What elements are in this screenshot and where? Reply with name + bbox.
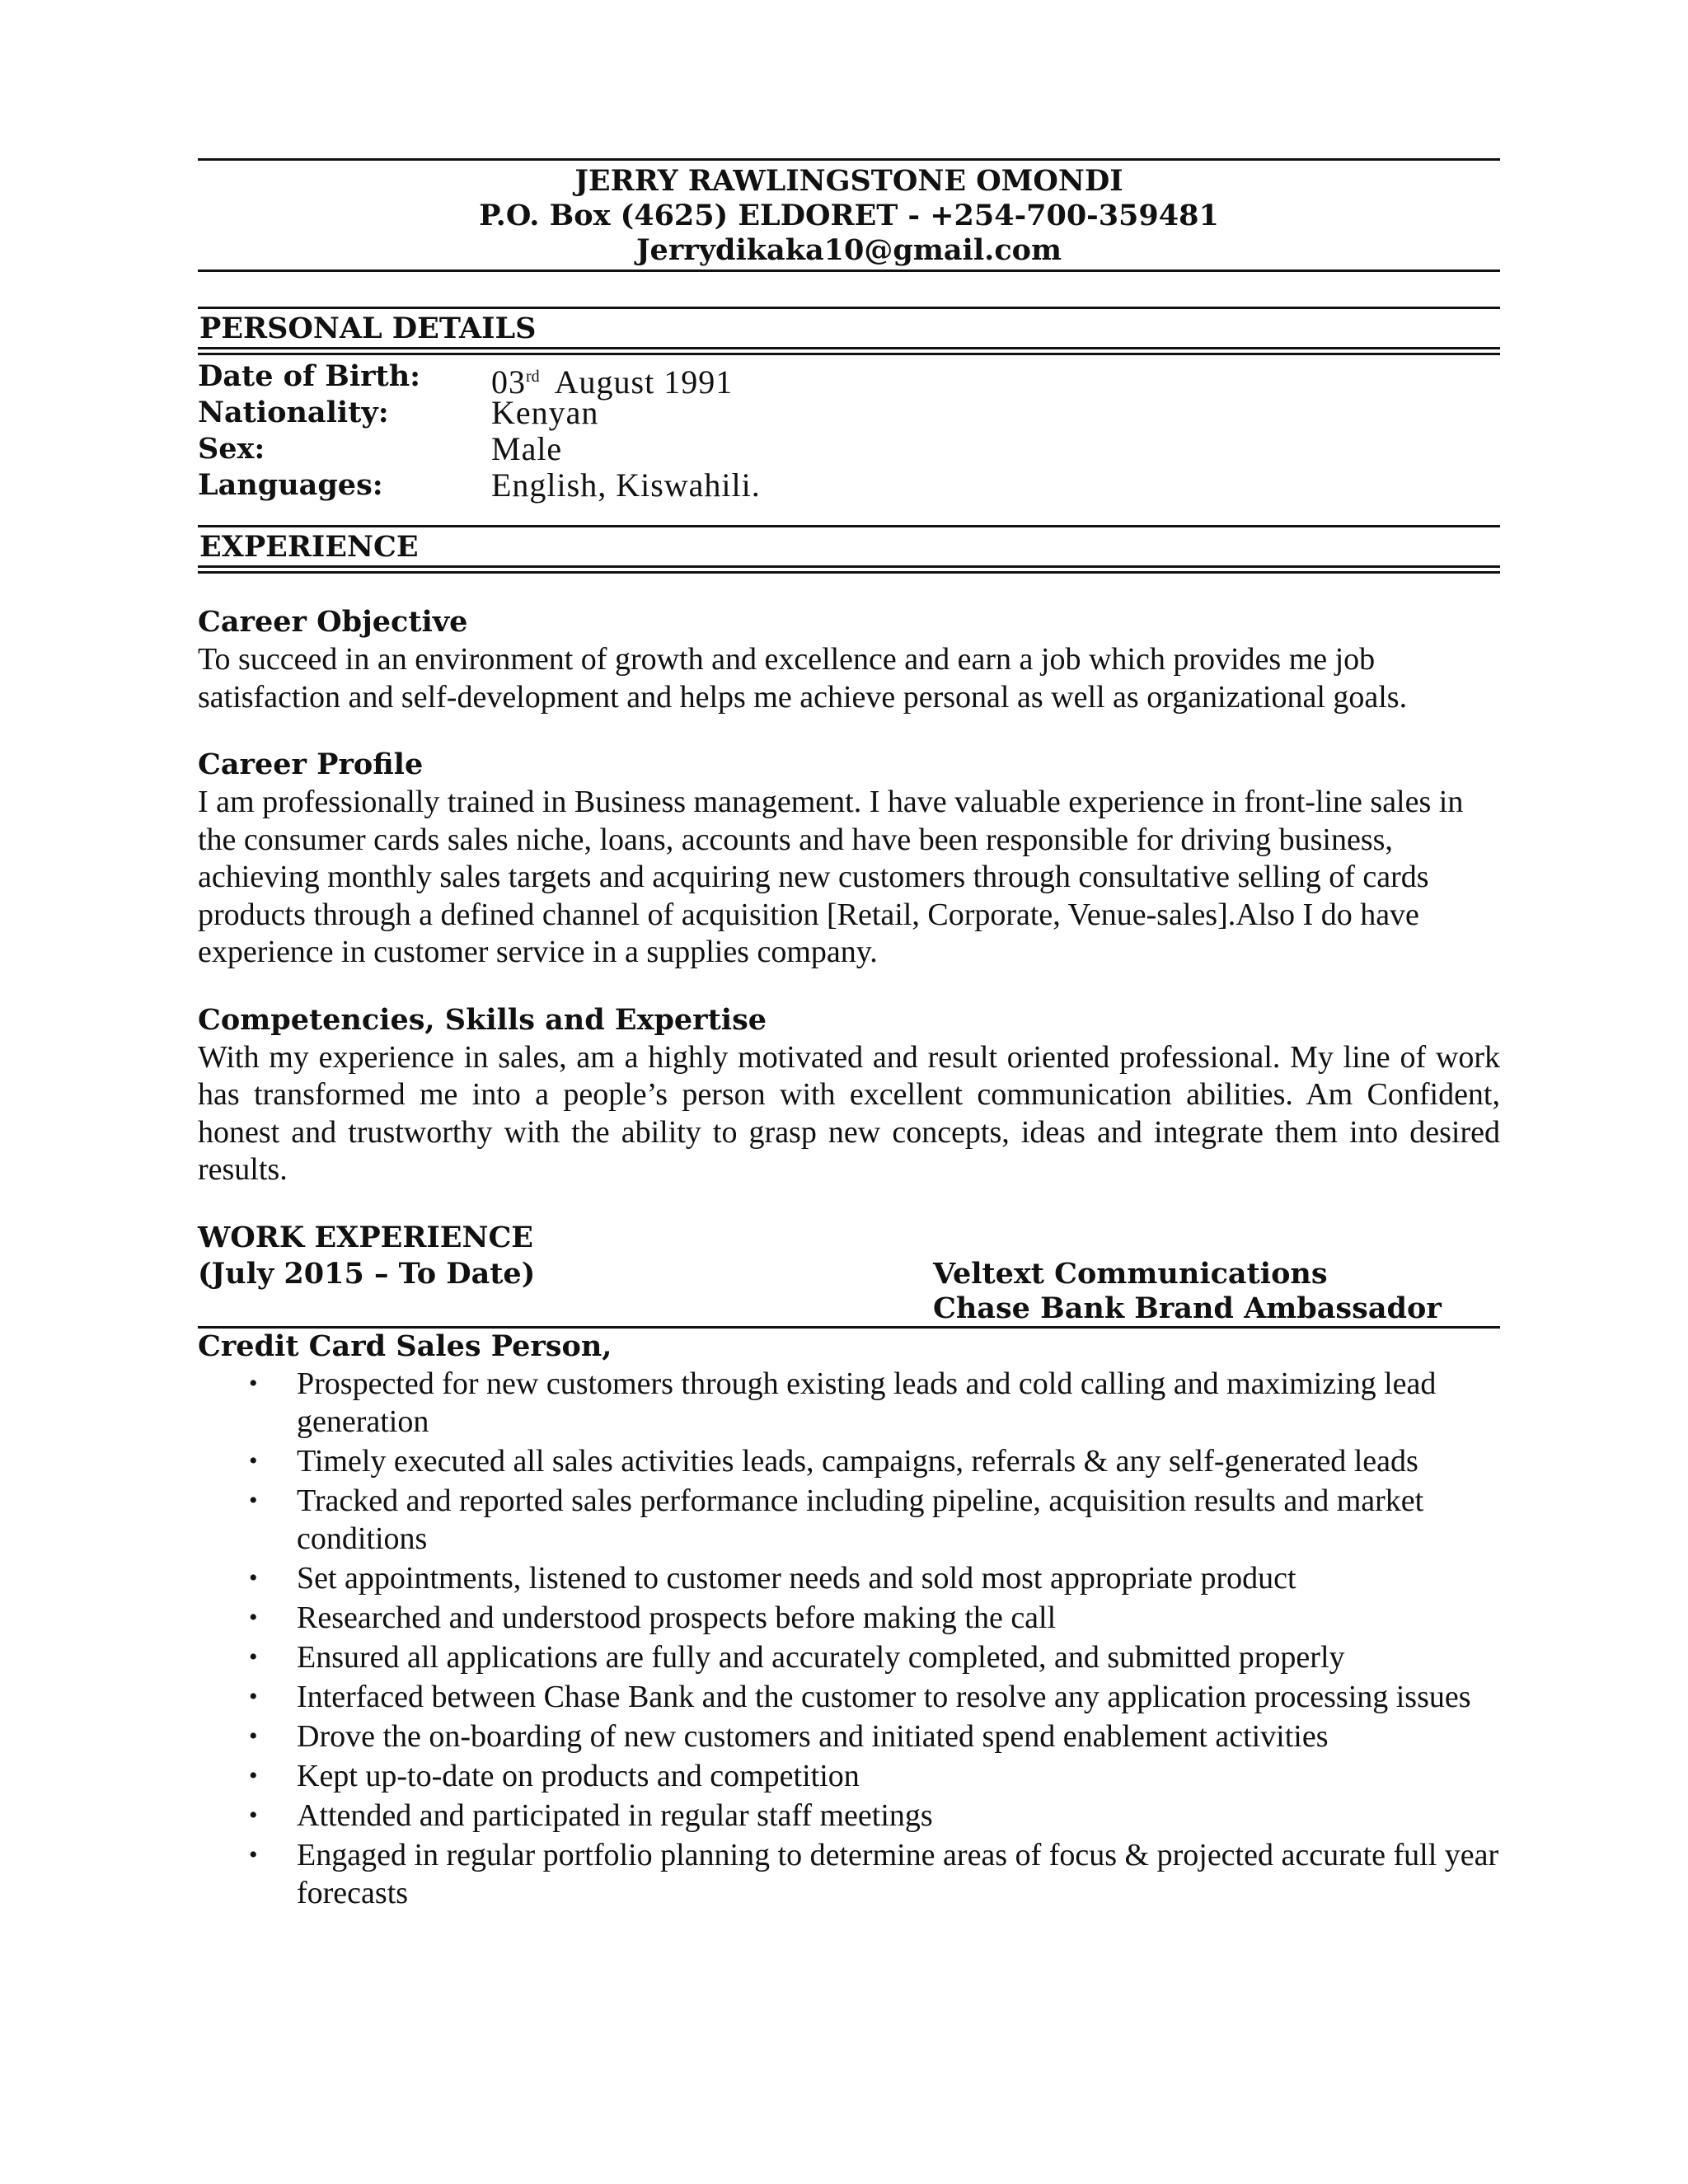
duty-text: Ensured all applications are fully and accurately completed, and submitted properly <box>297 1639 1345 1675</box>
resume-content <box>198 158 1500 1914</box>
duties-list <box>198 1365 1500 1912</box>
career-profile-title: Career Profile <box>198 748 424 781</box>
duty-text: Tracked and reported sales performance including pipeline, acquisition results and market conditions <box>297 1483 1424 1556</box>
postal-address-phone: P.O. Box (4625) ELDORET - +254-700-359481 <box>479 199 1219 232</box>
contact-header <box>198 161 1500 269</box>
list-item <box>198 1482 1500 1558</box>
bullet-icon: • <box>249 1563 258 1591</box>
list-item <box>198 1797 1500 1835</box>
detail-label: Date of Birth: <box>198 359 421 393</box>
list-item <box>198 1365 1500 1441</box>
bullet-icon: • <box>249 1722 258 1750</box>
duty-text: Timely executed all sales activities leads, campaigns, referrals & any self-generated leads <box>297 1443 1418 1479</box>
duty-text: Kept up-to-date on products and competition <box>297 1758 860 1793</box>
career-objective-title: Career Objective <box>198 605 468 639</box>
detail-value <box>491 359 734 401</box>
career-profile-text: I am professionally trained in Business management. I have valuable experience in front-line sales in the consumer cards sales niche, loans, accounts and have been responsible for driving business, achieving monthly sales targets and acquiring new customers through consultative selling of cards products through a defined channel of acquisition [Retail, Corporate, Venue-sales].Also I do have experience in customer service in a supplies company. <box>198 785 1464 969</box>
detail-label: Sex: <box>198 432 265 466</box>
detail-value: Kenyan <box>491 394 599 431</box>
list-item <box>198 1836 1500 1912</box>
bullet-icon: • <box>249 1761 258 1789</box>
work-company: Veltext Communications <box>933 1256 1328 1291</box>
work-period: (July 2015 – To Date) <box>198 1256 536 1291</box>
bullet-icon: • <box>249 1446 258 1474</box>
dob-day: 03 <box>491 363 526 401</box>
career-objective-text: To succeed in an environment of growth and excellence and earn a job which provides me job satisfaction and self-development and helps me achieve personal as well as organizational goals. <box>198 642 1408 715</box>
duty-text: Prospected for new customers through existing leads and cold calling and maximizing lead generation <box>297 1366 1437 1439</box>
bullet-icon: • <box>249 1801 258 1829</box>
detail-label: Languages: <box>198 468 383 502</box>
bullet-icon: • <box>249 1643 258 1671</box>
candidate-name: JERRY RAWLINGSTONE OMONDI <box>574 164 1123 198</box>
duty-text: Attended and participated in regular staff meetings <box>297 1797 933 1833</box>
bullet-icon: • <box>249 1603 258 1631</box>
list-item <box>198 1757 1500 1795</box>
detail-value: English, Kiswahili. <box>491 466 761 504</box>
bullet-icon: • <box>249 1486 258 1514</box>
detail-row-languages <box>198 467 1500 504</box>
list-item <box>198 1599 1500 1637</box>
duty-text: Engaged in regular portfolio planning to determine areas of focus & projected accurate full year forecasts <box>297 1837 1499 1910</box>
list-item <box>198 1718 1500 1755</box>
duty-text: Drove the on-boarding of new customers and initiated spend enablement activities <box>297 1718 1329 1754</box>
work-experience-title: WORK EXPERIENCE <box>198 1220 533 1254</box>
list-item <box>198 1678 1500 1716</box>
bullet-icon: • <box>249 1369 258 1397</box>
dob-ordinal: rd <box>526 368 540 386</box>
duty-text: Interfaced between Chase Bank and the customer to resolve any application processing issues <box>297 1679 1471 1714</box>
detail-row-sex <box>198 431 1500 467</box>
personal-double-rule <box>198 347 1500 355</box>
duty-text: Set appointments, listened to customer needs and sold most appropriate product <box>297 1560 1296 1596</box>
personal-details-title: PERSONAL DETAILS <box>199 312 537 345</box>
duty-text: Researched and understood prospects before making the call <box>297 1600 1057 1635</box>
work-period-row <box>198 1257 1500 1291</box>
job-position: Credit Card Sales Person, <box>198 1329 612 1363</box>
skills-title: Competencies, Skills and Expertise <box>198 1002 767 1037</box>
work-role-row <box>198 1291 1500 1326</box>
detail-value: Male <box>491 430 563 467</box>
list-item <box>198 1638 1500 1676</box>
experience-title: EXPERIENCE <box>199 530 419 564</box>
list-item <box>198 1559 1500 1597</box>
personal-details-list <box>198 359 1500 504</box>
list-item <box>198 1442 1500 1480</box>
detail-row-dob <box>198 359 1500 401</box>
skills-text: With my experience in sales, am a highly motivated and result oriented professional. My line of work has transformed me into a people’s person with excellent communication abilities. Am Confident, honest and trustworthy with the ability to grasp new concepts, ideas and integrate them into desired results. <box>198 1039 1500 1187</box>
email-address: Jerrydikaka10@gmail.com <box>635 233 1062 267</box>
bullet-icon: • <box>249 1682 258 1710</box>
detail-label: Nationality: <box>198 396 389 429</box>
experience-double-rule <box>198 565 1500 574</box>
work-role: Chase Bank Brand Ambassador <box>933 1291 1442 1325</box>
detail-row-nationality <box>198 395 1500 431</box>
bullet-icon: • <box>249 1840 258 1868</box>
dob-month-year: August 1991 <box>554 363 734 401</box>
